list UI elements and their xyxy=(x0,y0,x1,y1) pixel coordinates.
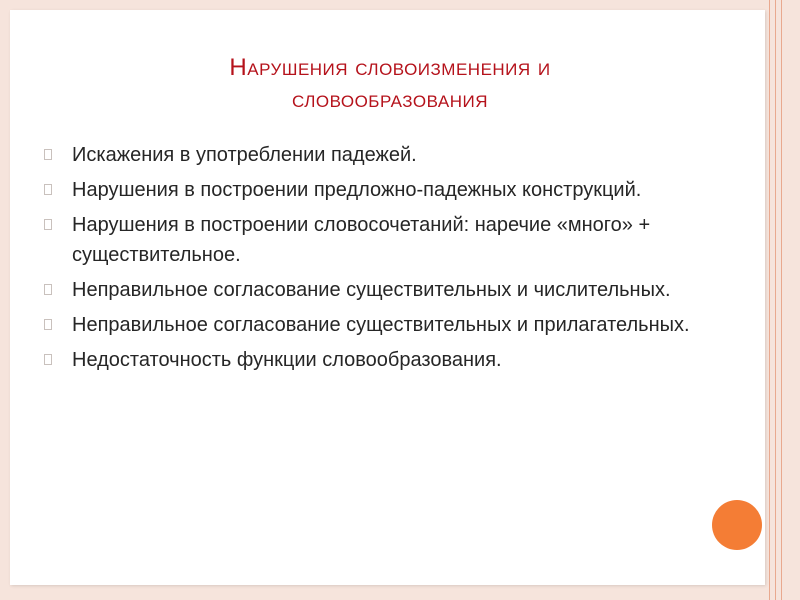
decorative-rule xyxy=(781,0,782,600)
slide-title-line: словообразования xyxy=(291,86,488,113)
bullet-text: Нарушения в построении словосочетаний: наречие «много» + существительное. xyxy=(72,214,651,266)
decorative-circle-icon xyxy=(712,500,762,550)
bullet-text: Неправильное согласование существительных и числительных. xyxy=(72,279,671,301)
bullet-item xyxy=(40,275,730,305)
bullet-marker-icon xyxy=(44,319,52,330)
bullet-text: Искажения в употреблении падежей. xyxy=(72,144,417,166)
bullet-marker-icon xyxy=(44,149,52,160)
decorative-rule xyxy=(769,0,770,600)
bullet-marker-icon xyxy=(44,184,52,195)
bullet-marker-icon xyxy=(44,284,52,295)
bullet-marker-icon xyxy=(44,354,52,365)
bullet-item xyxy=(40,310,730,340)
bullet-item xyxy=(40,175,730,205)
decorative-rule xyxy=(775,0,776,600)
slide-title xyxy=(20,52,760,116)
bullet-item xyxy=(40,210,730,270)
bullet-text: Нарушения в построении предложно-падежных конструкций. xyxy=(72,179,642,201)
bullet-item xyxy=(40,345,730,375)
bullet-item xyxy=(40,140,730,170)
bullet-text: Неправильное согласование существительных и прилагательных. xyxy=(72,314,690,336)
slide-title-line: Нарушения словоизменения и xyxy=(229,54,551,81)
bullet-marker-icon xyxy=(44,219,52,230)
bullet-text: Недостаточность функции словообразования. xyxy=(72,349,502,371)
bullet-list xyxy=(40,140,730,380)
